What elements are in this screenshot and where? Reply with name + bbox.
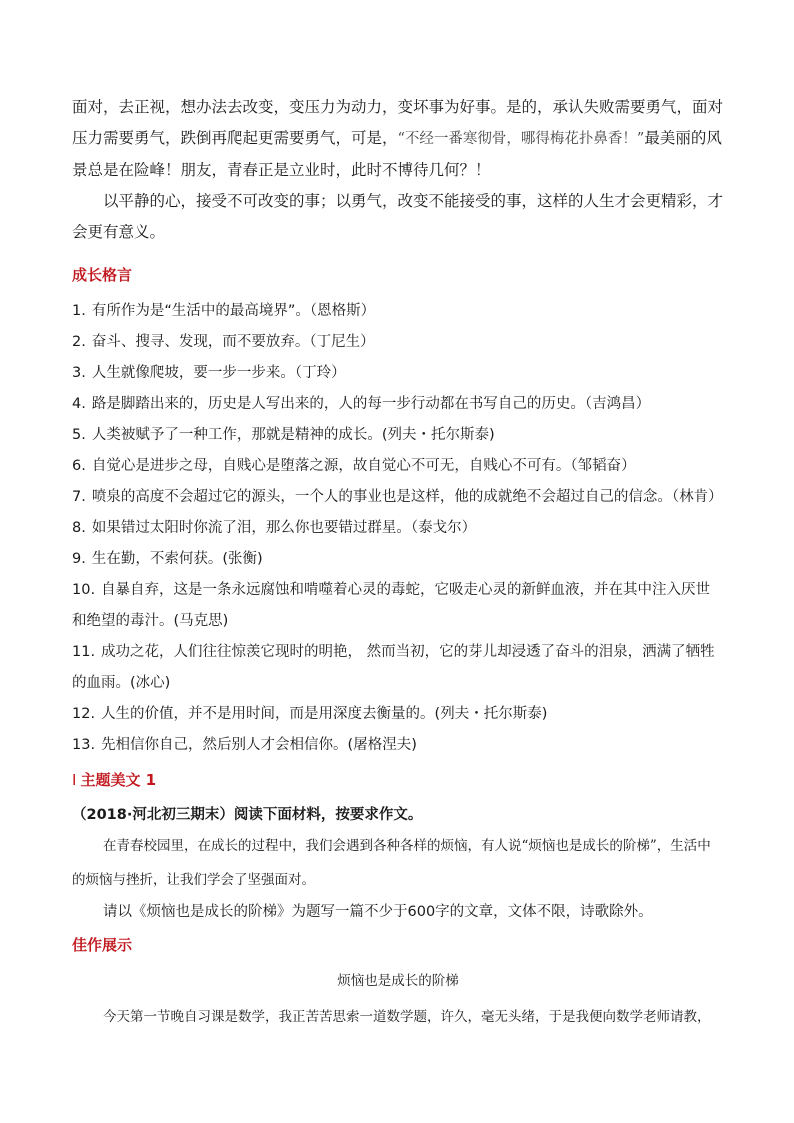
section-marker: I [72,771,77,789]
prompt-heading: （2018·河北初三期末）阅读下面材料，按要求作文。 [72,807,423,823]
maxim-item: 11. 成功之花，人们往往惊羡它现时的明艳， 然而当初，它的芽儿却浸透了奋斗的泪泉，洒满了牺牲的血雨。(冰心) [72,644,715,691]
maxim-item: 7. 喷泉的高度不会超过它的源头，一个人的事业也是这样，他的成就绝不会超过自己的信念。（林肯） [72,489,723,505]
maxim-item: 9. 生在勤，不索何获。(张衡) [72,551,263,567]
maxim-item: 13. 先相信你自己，然后别人才会相信你。(屠格涅夫) [72,737,417,753]
intro-text-b: 最美丽的风景总是在险峰！朋友，青春正是立业时，此时不博待几何？！ [72,129,722,179]
maxim-item: 6. 自觉心是进步之母，自贱心是堕落之源，故自觉心不可无，自贱心不可有。（邹韬奋） [72,458,636,474]
prompt-requirement: 请以《烦恼也是成长的阶梯》为题写一篇不少于600字的文章，文体不限，诗歌除外。 [103,904,653,920]
maxims-heading: 成长格言 [72,266,133,284]
intro-paragraph [72,92,724,186]
intro-text-a: 面对，去正视，想办法去改变，变压力为动力，变坏事为好事。是的，承认失败需要勇气，面对压力需要勇气，跌倒再爬起更需要勇气，可是， [72,98,724,147]
intro-paragraph-2: 以平静的心，接受不可改变的事；以勇气，改变不能接受的事，这样的人生才会更精彩，才会更有意义。 [72,192,724,241]
prompt-material: 在青春校园里，在成长的过程中，我们会遇到各种各样的烦恼，有人说“烦恼也是成长的阶梯”，生活中的烦恼与挫折，让我们学会了坚强面对。 [72,838,711,888]
showcase-heading: 佳作展示 [72,936,133,954]
maxims-list [72,296,724,761]
maxim-item: 1. 有所作为是“生活中的最高境界”。（恩格斯） [72,303,376,319]
maxim-item: 10. 自暴自弃，这是一条永远腐蚀和啃噬着心灵的毒蛇，它吸走心灵的新鲜血液，并在其中注入厌世和绝望的毒汁。(马克思) [72,582,711,629]
maxim-item: 5. 人类被赋予了一种工作，那就是精神的成长。(列夫・托尔斯泰) [72,427,495,443]
document-page [72,92,724,1034]
essay-first-line: 今天第一节晚自习课是数学，我正苦苦思索一道数学题，许久，毫无头绪，于是我便向数学老师请教， [103,1009,711,1025]
intro-quote: “不经一番寒彻骨，哪得梅花扑鼻香！” [397,131,645,147]
essay-section-heading: I 主题美文 1 [72,771,157,789]
maxim-item: 3. 人生就像爬坡，要一步一步来。（丁玲） [72,365,346,381]
essay-title: 烦恼也是成长的阶梯 [337,973,459,989]
maxim-item: 8. 如果错过太阳时你流了泪，那么你也要错过群星。（泰戈尔） [72,520,477,536]
maxim-item: 4. 路是脚踏出来的，历史是人写出来的，人的每一步行动都在书写自己的历史。（吉鸿昌） [72,396,651,412]
maxim-item: 12. 人生的价值，并不是用时间，而是用深度去衡量的。(列夫・托尔斯泰) [72,706,548,722]
maxim-item: 2. 奋斗、搜寻、发现，而不要放弃。（丁尼生） [72,334,375,350]
